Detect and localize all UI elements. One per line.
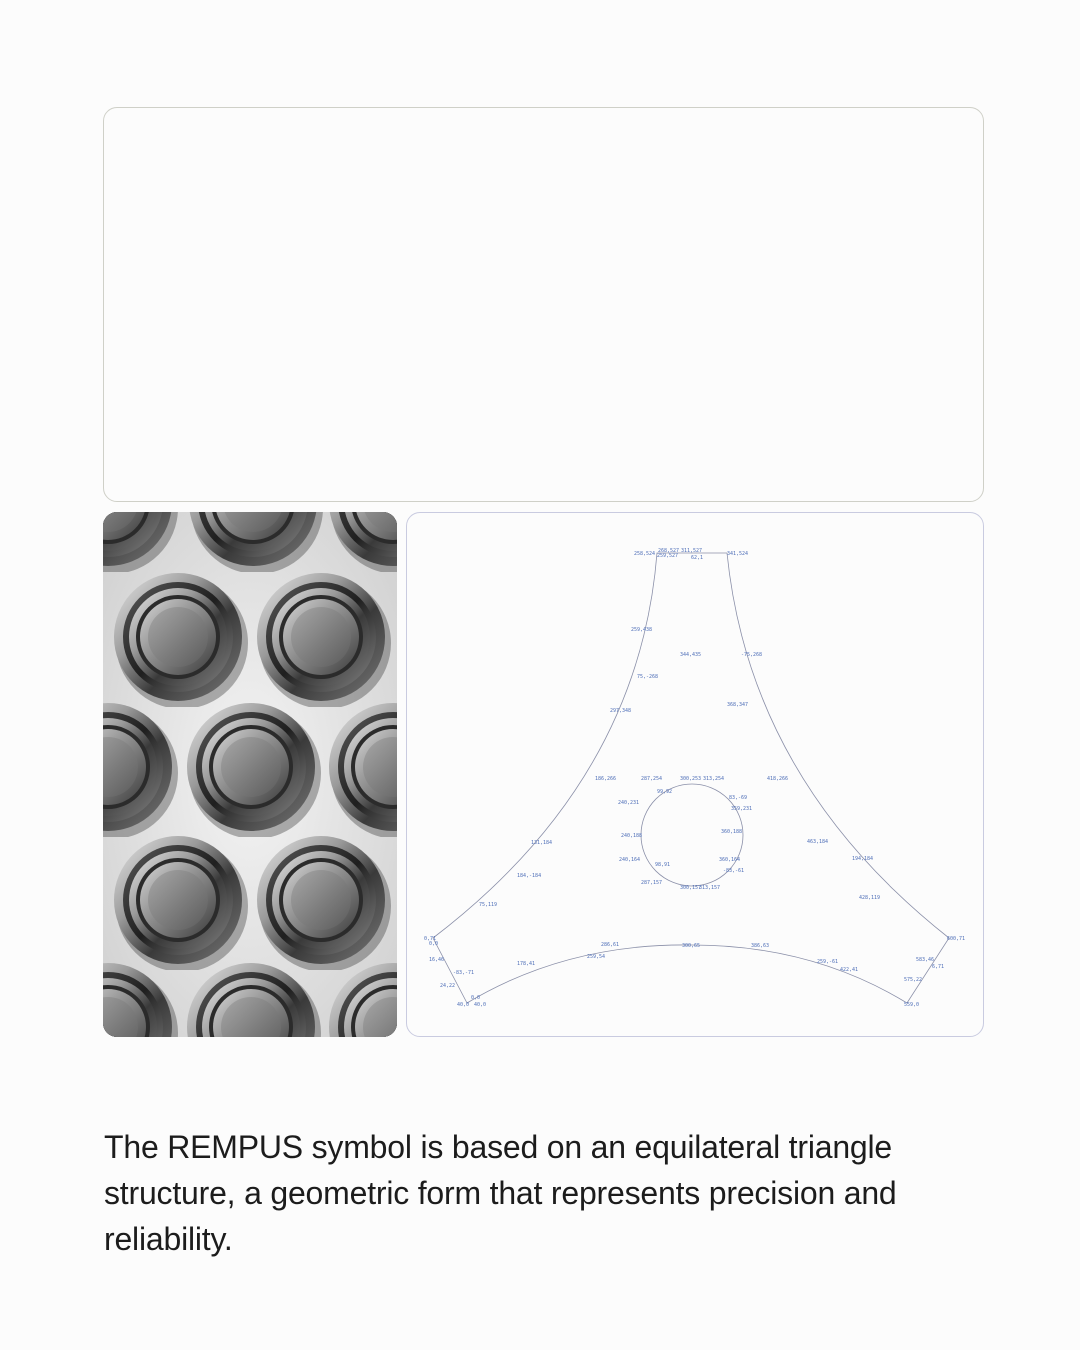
- coordinate-label: 259,54: [587, 954, 606, 960]
- coordinate-label: 259,527: [657, 553, 679, 559]
- coordinate-label: 268,527: [658, 548, 680, 554]
- coordinate-label: 259,-61: [817, 959, 839, 965]
- button-cells-image: [103, 512, 397, 1037]
- coordinate-label: 300,253: [680, 776, 702, 782]
- coordinate-label: 463,184: [807, 839, 829, 845]
- caption-text: The REMPUS symbol is based on an equilateral triangle structure, a geometric form that represents precision and reliability.: [104, 1129, 897, 1257]
- coordinate-label: 341,524: [727, 551, 749, 557]
- coordinate-label: 300,65: [682, 943, 701, 949]
- coordinate-label: 360,188: [721, 829, 743, 835]
- coordinate-label: 75,-268: [637, 674, 659, 680]
- coordinate-label: 0,0: [429, 941, 439, 947]
- coordinate-label: -83,-61: [723, 868, 745, 874]
- coordinate-label: 186,266: [595, 776, 617, 782]
- coordinate-label: 259,438: [631, 627, 653, 633]
- coordinate-label: 24,22: [440, 983, 456, 989]
- coordinate-label: 559,0: [904, 1002, 920, 1008]
- coordinate-label: 313,254: [703, 776, 725, 782]
- coordinate-label: 386,63: [751, 943, 770, 949]
- coordinate-label: 287,157: [641, 880, 663, 886]
- coordinate-label: 300,157: [680, 885, 702, 891]
- symbol-construction-diagram: [406, 512, 984, 1037]
- coordinate-label: 75,119: [479, 902, 498, 908]
- blank-card: [103, 107, 984, 502]
- coordinate-label: 428,119: [859, 895, 881, 901]
- coordinate-label: 286,61: [601, 942, 620, 948]
- coordinate-label: 287,254: [641, 776, 663, 782]
- coordinate-label: 98,91: [655, 862, 671, 868]
- coordinate-label: 40,0: [474, 1002, 487, 1008]
- coordinate-label: 16,46: [429, 957, 445, 963]
- coordinate-label: 0,0: [471, 995, 481, 1001]
- coordinate-label: 240,188: [621, 833, 643, 839]
- coordinate-label: 368,347: [727, 702, 749, 708]
- coordinate-label: 83,-69: [729, 795, 748, 801]
- coordinate-label: 360,164: [719, 857, 741, 863]
- coordinate-label: 422,41: [840, 967, 859, 973]
- coordinate-label: 178,41: [517, 961, 536, 967]
- coordinate-label: 240,231: [618, 800, 640, 806]
- coordinate-label: 583,46: [916, 957, 935, 963]
- coordinate-labels: [424, 548, 965, 1008]
- coordinate-label: 0,71: [424, 936, 437, 942]
- coordinate-label: 258,524: [634, 551, 656, 557]
- triangle-symbol-diagram: [407, 513, 984, 1037]
- coordinate-label: 131,184: [531, 840, 553, 846]
- button-cells-photo: [103, 512, 397, 1037]
- coordinate-label: 297,348: [610, 708, 632, 714]
- coordinate-label: 313,157: [699, 885, 721, 891]
- coordinate-label: -83,-71: [453, 970, 475, 976]
- coordinate-label: 240,164: [619, 857, 641, 863]
- coordinate-label: 600,71: [947, 936, 966, 942]
- coordinate-label: 99,92: [657, 789, 673, 795]
- coordinate-label: 344,435: [680, 652, 702, 658]
- coordinate-label: 62,1: [691, 555, 704, 561]
- coordinate-label: 194,184: [852, 856, 874, 862]
- coordinate-label: 359,231: [731, 806, 753, 812]
- coordinate-label: 40,0: [457, 1002, 470, 1008]
- coordinate-label: 184,-184: [517, 873, 542, 879]
- coordinate-label: 311,527: [681, 548, 703, 554]
- coordinate-label: -75,268: [741, 652, 763, 658]
- coordinate-label: 418,266: [767, 776, 789, 782]
- coordinate-label: 6,71: [932, 964, 945, 970]
- coordinate-label: 575,22: [904, 977, 923, 983]
